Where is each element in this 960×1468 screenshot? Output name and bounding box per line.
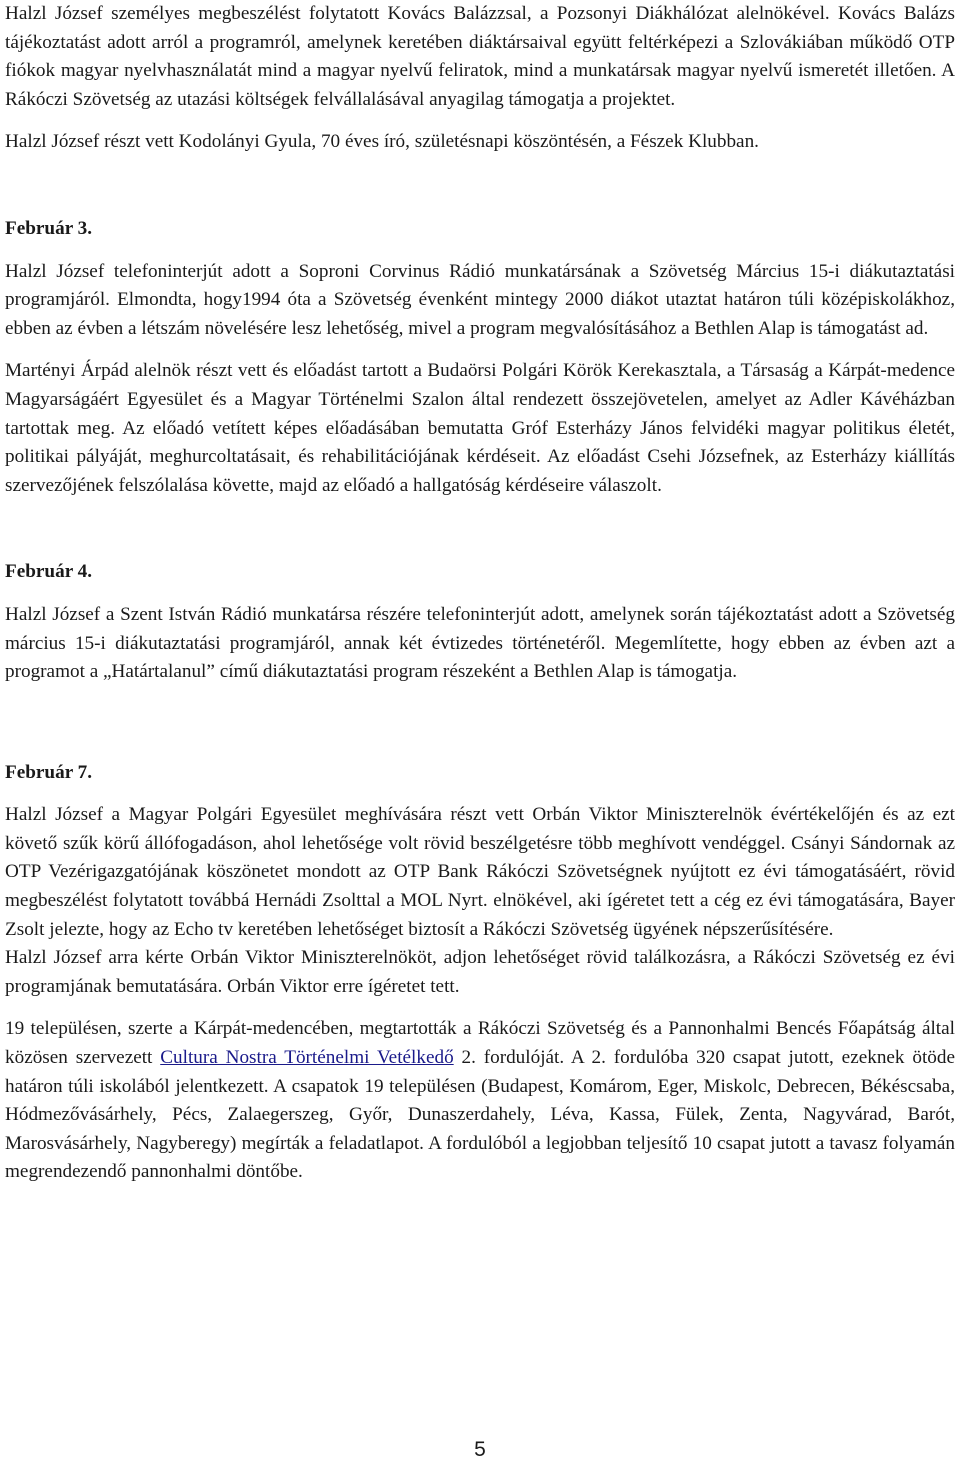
paragraph-kovacs-meeting: Halzl József személyes megbeszélést folytatott Kovács Balázzsal, a Pozsonyi Diákhálózat alelnökével. Kovács Balázs tájékoztatást adott arról a programról, amelynek keretében diáktársaival együtt feltérképezi a Szlovákiában működő OTP fiókok magyar nyelvhasználatát mind a magyar nyelvű feliratok, mind a munkatársak magyar nyelvű ismeretét illetően. A Rákóczi Szövetség az utazási költségek felvállalásával anyagilag támogatja a projektet. [5, 3, 955, 110]
paragraph-orban-evaluation: Halzl József a Magyar Polgári Egyesület meghívására részt vett Orbán Viktor Miniszterelnök évértékelőjén és az ezt követő szűk körű állófogadáson, ahol lehetősége volt rövid beszélgetésre több meghívott vendéggel. Csányi Sándornak az OTP Vezérigazgatójának köszönetet mondott az OTP Bank Rákóczi Szövetségnek nyújtott ez évi támogatásáért, rövid megbeszélést folytatott továbbá Hernádi Zsolttal a MOL Nyrt. elnökével, aki ígéretet tett a cég ez évi támogatására, Bayer Zsolt jelezte, hogy az Echo tv keretében lehetőséget biztosít a Rákóczi Szövetség ügyének népszerűsítésére. [5, 804, 955, 940]
paragraph-kodolanyi-birthday: Halzl József részt vett Kodolányi Gyula, 70 éves író, születésnapi köszöntésén, a Fészek Klubban. [5, 131, 759, 153]
date-heading-feb-7: Február 7. [5, 761, 93, 783]
paragraph-cultura-nostra [5, 1015, 955, 1187]
date-heading-feb-3: Február 3. [5, 217, 93, 239]
cultura-nostra-text-before: 19 településen, szerte a Kárpát-medencében, megtartották a Rákóczi Szövetség és a Pannonhalmi Bencés Főapátság által közösen szervezett [5, 1018, 955, 1069]
paragraph-szent-istvan-radio: Halzl József a Szent István Rádió munkatársa részére telefoninterjút adott, amelynek során tájékoztatást adott a Szövetség március 15-i diákutaztatási programjáról, annak két évtizedes történetéről. Megemlítette, hogy ebben az évben azt a programot a „Határtalanul” című diákutaztatási program részeként a Bethlen Alap is támogatja. [5, 603, 955, 683]
date-heading-feb-4: Február 4. [5, 561, 93, 583]
document-page [5, 0, 955, 1187]
paragraph-corvinus-radio: Halzl József telefoninterjút adott a Soproni Corvinus Rádió munkatársának a Szövetség Március 15-i diákutaztatási programjáról. Elmondta, hogy1994 óta a Szövetség évenként mintegy 2000 diákot utaztat határon túli középiskolákhoz, ebben az évben a létszám növelésére lesz lehetőség, mivel a program megvalósításához a Bethlen Alap is támogatást ad. [5, 260, 955, 339]
page-number: 5 [474, 1438, 486, 1461]
cultura-nostra-link[interactable]: Cultura Nostra Történelmi Vetélkedő [160, 1047, 454, 1069]
paragraph-martenyi-lecture: Martényi Árpád alelnök részt vett és előadást tartott a Budaörsi Polgári Körök Kerekasztala, a Társaság a Kárpát-medence Magyarságáért Egyesület és a Magyar Történelmi Szalon által rendezett összejövetelen, amelyet az Adler Kávéházban tartottak meg. Az előadó vetített képes előadásában bemutatta Gróf Esterházy János felvidéki magyar politikus életét, politikai pályáját, meghurcoltatásait, és rehabilitációjának kérdéseit. Az előadást Csehi Józsefnek, az Esterházy kiállítás szervezőjének felszólalása követte, majd az előadó a hallgatóság kérdéseire válaszolt. [5, 360, 955, 496]
cultura-nostra-text-after: 2. fordulóját. A 2. fordulóba 320 csapat jutott, ezeknek ötöde határon túli iskolából jelentkezett. A csapatok 19 településen (Budapest, Komárom, Eger, Miskolc, Debrecen, Békéscsaba, Hódmezővásárhely, Pécs, Zalaegerszeg, Győr, Dunaszerdahely, Léva, Kassa, Fülek, Zenta, Nagyvárad, Barót, Marosvásárhely, Nagyberegy) megírták a feladatlapot. A fordulóból a legjobban teljesítő 10 csapat jutott a tavasz folyamán megrendezendő pannonhalmi döntőbe. [5, 1047, 955, 1183]
paragraph-orban-request: Halzl József arra kérte Orbán Viktor Miniszterelnököt, adjon lehetőséget rövid találkozásra, a Rákóczi Szövetség ez évi programjának bemutatására. Orbán Viktor erre ígéretet tett. [5, 947, 955, 997]
